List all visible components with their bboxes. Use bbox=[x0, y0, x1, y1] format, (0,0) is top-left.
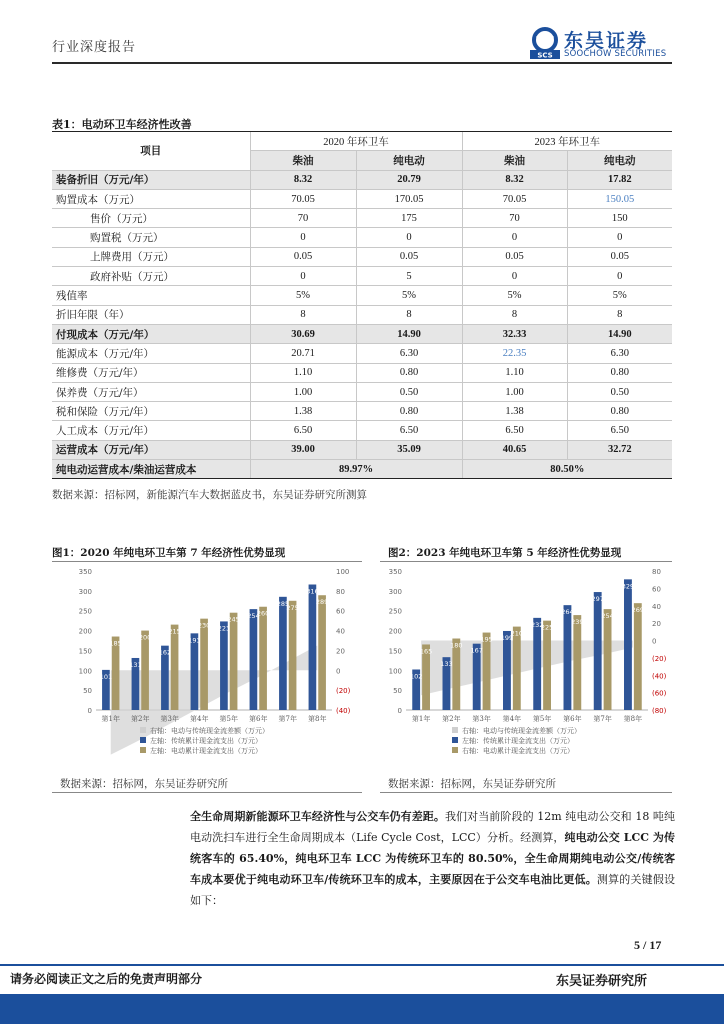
row-value: 1.00 bbox=[462, 382, 567, 401]
row-value: 0.80 bbox=[356, 402, 462, 421]
bar-value-label: 165 bbox=[419, 647, 433, 656]
legend-swatch bbox=[452, 727, 458, 733]
row-value: 0.05 bbox=[462, 247, 567, 266]
bar-value-label: 254 bbox=[601, 612, 614, 621]
sub-header: 纯电动 bbox=[356, 151, 462, 170]
y2-tick-label: 0 bbox=[336, 667, 341, 676]
electric-bar bbox=[230, 613, 238, 710]
row-label: 购置成本（万元） bbox=[52, 189, 250, 208]
x-tick-label: 第5年 bbox=[219, 715, 238, 723]
table-row bbox=[52, 247, 672, 266]
traditional-bar bbox=[191, 633, 199, 710]
legend-label: 左轴：传统累计现金流支出（万元） bbox=[150, 737, 262, 745]
row-value: 70 bbox=[462, 209, 567, 228]
bar-value-label: 180 bbox=[450, 641, 463, 650]
row-value: 6.50 bbox=[462, 421, 567, 440]
table-row bbox=[52, 324, 672, 343]
ratio-row bbox=[52, 460, 672, 479]
bar-value-label: 297 bbox=[591, 595, 604, 604]
row-value: 0.05 bbox=[356, 247, 462, 266]
ratio-label: 纯电动运营成本/柴油运营成本 bbox=[52, 460, 250, 479]
row-value: 0 bbox=[462, 267, 567, 286]
row-label: 税和保险（万元/年） bbox=[52, 402, 250, 421]
y-tick-label: 150 bbox=[388, 647, 402, 656]
electric-bar bbox=[631, 603, 645, 710]
para-text-1: 我们对当前阶段的 12m 纯电动公交和 18 吨纯电动洗扫车进行全生命周期成本（Life Cycle Cost，LCC）分析。经测算， bbox=[190, 810, 675, 844]
table-source: 数据来源：招标网，新能源汽车大数据蓝皮书，东吴证券研究所测算 bbox=[52, 489, 367, 501]
x-tick-label: 第3年 bbox=[472, 715, 491, 723]
table-row bbox=[52, 305, 672, 324]
row-label: 折旧年限（年） bbox=[52, 305, 250, 324]
row-value: 170.05 bbox=[356, 189, 462, 208]
logo-mark-text: SCS bbox=[537, 51, 553, 60]
body-paragraph bbox=[190, 806, 675, 911]
bar-value-label: 264 bbox=[561, 608, 574, 617]
table-row bbox=[52, 402, 672, 421]
row-value: 0 bbox=[462, 228, 567, 247]
row-value: 6.50 bbox=[567, 421, 672, 440]
bar-value-label: 131 bbox=[129, 660, 142, 669]
row-value: 1.00 bbox=[250, 382, 356, 401]
y2-tick-label: 60 bbox=[336, 607, 345, 616]
row-value: 8 bbox=[567, 305, 672, 324]
bar-value-label: 199 bbox=[500, 633, 514, 642]
row-value: 150.05 bbox=[567, 189, 672, 208]
y-tick-label: 300 bbox=[78, 587, 92, 596]
row-value: 35.09 bbox=[356, 440, 462, 459]
bar-value-label: 329 bbox=[621, 582, 635, 591]
row-label: 保养费（万元/年） bbox=[52, 382, 250, 401]
row-value: 0.50 bbox=[356, 382, 462, 401]
table-row bbox=[52, 286, 672, 305]
bar-value-label: 133 bbox=[440, 660, 453, 669]
y-tick-label: 100 bbox=[78, 667, 92, 676]
bar-value-label: 195 bbox=[480, 635, 493, 644]
y-tick-label: 350 bbox=[78, 568, 92, 576]
legend-swatch bbox=[140, 727, 146, 733]
row-label: 售价（万元） bbox=[52, 209, 250, 228]
x-tick-label: 第7年 bbox=[593, 715, 612, 723]
row-value: 5% bbox=[462, 286, 567, 305]
x-tick-label: 第2年 bbox=[442, 715, 461, 723]
figure1-source: 数据来源：招标网，东吴证券研究所 bbox=[60, 778, 228, 790]
bar-value-label: 230 bbox=[197, 621, 211, 630]
row-value: 0 bbox=[356, 228, 462, 247]
figure2-title: 图2：2023 年纯电环卫车第 5 年经济性优势显现 bbox=[388, 547, 622, 559]
table-row bbox=[52, 228, 672, 247]
bar-value-label: 289 bbox=[315, 598, 329, 607]
bar-value-label: 215 bbox=[168, 627, 181, 636]
page-number: 5 / 17 bbox=[634, 938, 662, 952]
row-value: 8.32 bbox=[250, 170, 356, 189]
legend-label: 右轴：电动与传统现金流差额（万元） bbox=[462, 727, 581, 735]
row-value: 0.50 bbox=[567, 382, 672, 401]
row-value: 8 bbox=[462, 305, 567, 324]
y2-tick-label: 40 bbox=[652, 602, 661, 611]
traditional-bar bbox=[276, 597, 290, 710]
figure2-chart bbox=[380, 565, 672, 773]
y-tick-label: 200 bbox=[388, 627, 402, 636]
row-label: 上牌费用（万元） bbox=[52, 247, 250, 266]
bar-value-label: 167 bbox=[470, 646, 483, 655]
x-tick-label: 第1年 bbox=[101, 715, 120, 723]
x-tick-label: 第1年 bbox=[411, 715, 431, 723]
row-value: 5% bbox=[356, 286, 462, 305]
x-tick-label: 第4年 bbox=[502, 715, 522, 723]
table-row bbox=[52, 344, 672, 363]
table-row bbox=[52, 267, 672, 286]
electric-bar bbox=[171, 625, 179, 710]
row-value: 8.32 bbox=[462, 170, 567, 189]
electric-bar bbox=[112, 637, 120, 710]
figure1-title: 图1：2020 年纯电环卫车第 7 年经济性优势显现 bbox=[52, 547, 286, 559]
x-tick-label: 第6年 bbox=[563, 715, 582, 723]
electric-bar bbox=[571, 615, 584, 710]
bar-value-label: 200 bbox=[138, 633, 152, 642]
y-tick-label: 0 bbox=[397, 707, 402, 715]
table-row bbox=[52, 189, 672, 208]
para-text-2: 测算的关键假设如下： bbox=[190, 873, 676, 907]
row-label: 装备折旧（万元/年） bbox=[52, 170, 250, 189]
row-label: 维修费（万元/年） bbox=[52, 363, 250, 382]
y-tick-label: 50 bbox=[83, 687, 92, 696]
footer-institute: 东吴证券研究所 bbox=[556, 974, 648, 989]
y2-tick-label: 20 bbox=[336, 647, 345, 656]
soochow-logo bbox=[528, 26, 678, 62]
x-tick-label: 第2年 bbox=[131, 715, 150, 723]
row-value: 0.80 bbox=[567, 402, 672, 421]
figure1-rule bbox=[52, 561, 362, 562]
legend-swatch bbox=[140, 747, 146, 753]
row-value: 6.50 bbox=[250, 421, 356, 440]
row-label: 残值率 bbox=[52, 286, 250, 305]
group-2020-header: 2020 年环卫车 bbox=[250, 132, 462, 151]
bar-value-label: 101 bbox=[99, 672, 113, 681]
row-value: 39.00 bbox=[250, 440, 356, 459]
y2-tick-label: (60) bbox=[652, 689, 667, 698]
footer-bar bbox=[0, 994, 724, 1024]
y2-tick-label: 40 bbox=[336, 627, 345, 636]
traditional-bar bbox=[250, 609, 258, 710]
row-value: 14.90 bbox=[567, 324, 672, 343]
y-tick-label: 100 bbox=[388, 667, 402, 676]
row-value: 0 bbox=[250, 267, 356, 286]
header-rule bbox=[52, 62, 672, 64]
row-value: 6.30 bbox=[567, 344, 672, 363]
table-row bbox=[52, 363, 672, 382]
row-value: 1.38 bbox=[250, 402, 356, 421]
figure2-bottom-rule bbox=[380, 792, 672, 793]
bar-value-label: 223 bbox=[217, 624, 231, 633]
row-label: 政府补贴（万元） bbox=[52, 267, 250, 286]
y-tick-label: 350 bbox=[388, 568, 402, 576]
bar-value-label: 254 bbox=[247, 612, 260, 621]
row-label: 付现成本（万元/年） bbox=[52, 324, 250, 343]
bar-value-label: 162 bbox=[158, 648, 172, 657]
row-value: 150 bbox=[567, 209, 672, 228]
bar-value-label: 225 bbox=[540, 623, 554, 632]
legend-label: 左轴：传统累计现金流支出（万元） bbox=[462, 737, 574, 745]
table-row bbox=[52, 170, 672, 189]
y2-tick-label: (20) bbox=[336, 687, 351, 696]
electric-bar bbox=[315, 595, 329, 710]
row-value: 14.90 bbox=[356, 324, 462, 343]
logo-en-text: SOOCHOW SECURITIES bbox=[564, 49, 667, 59]
row-label: 人工成本（万元/年） bbox=[52, 421, 250, 440]
bar-value-label: 239 bbox=[571, 618, 584, 627]
bar-value-label: 316 bbox=[306, 587, 319, 596]
row-value: 5% bbox=[250, 286, 356, 305]
row-value: 6.30 bbox=[356, 344, 462, 363]
x-tick-label: 第3年 bbox=[160, 715, 179, 723]
row-value: 1.10 bbox=[250, 363, 356, 382]
y2-tick-label: (80) bbox=[652, 707, 667, 715]
y2-tick-label: 0 bbox=[652, 637, 657, 646]
legend-swatch bbox=[452, 737, 458, 743]
y2-tick-label: 20 bbox=[652, 620, 661, 629]
row-value: 5% bbox=[567, 286, 672, 305]
electric-bar bbox=[604, 609, 612, 710]
row-value: 8 bbox=[356, 305, 462, 324]
row-label: 购置税（万元） bbox=[52, 228, 250, 247]
col-item-header: 项目 bbox=[52, 132, 250, 171]
electric-bar bbox=[540, 621, 554, 710]
para-bold-2: 纯电动公交 LCC 为传统客车的 65.40%，纯电环卫车 LCC 为传统环卫车的 80.50%，全生命周期纯电动公交/传统客车成本要优于纯电动环卫车/传统环卫车的成本，主要原因在于公交车电油比更低。 bbox=[190, 831, 675, 886]
row-value: 70 bbox=[250, 209, 356, 228]
electric-bar bbox=[138, 631, 152, 710]
row-value: 0.80 bbox=[567, 363, 672, 382]
row-value: 175 bbox=[356, 209, 462, 228]
legend-swatch bbox=[140, 737, 146, 743]
table-row bbox=[52, 421, 672, 440]
row-value: 30.69 bbox=[250, 324, 356, 343]
bar-value-label: 269 bbox=[631, 606, 645, 615]
figure2-source: 数据来源：招标网，东吴证券研究所 bbox=[388, 778, 556, 790]
electric-bar bbox=[256, 607, 270, 710]
row-value: 1.10 bbox=[462, 363, 567, 382]
bar-value-label: 275 bbox=[286, 603, 299, 612]
bar-value-label: 245 bbox=[227, 615, 240, 624]
row-value: 0.80 bbox=[356, 363, 462, 382]
electric-bar bbox=[510, 627, 524, 710]
y-tick-label: 250 bbox=[388, 607, 402, 616]
y2-tick-label: 80 bbox=[652, 568, 661, 576]
traditional-bar bbox=[530, 618, 544, 710]
figure1-bottom-rule bbox=[52, 792, 362, 793]
disclaimer-note: 请务必阅读正文之后的免责声明部分 bbox=[10, 972, 203, 986]
ratio-2020: 89.97% bbox=[250, 460, 462, 479]
bar-value-label: 285 bbox=[276, 599, 290, 608]
y-tick-label: 0 bbox=[87, 707, 92, 715]
row-value: 1.38 bbox=[462, 402, 567, 421]
y-tick-label: 50 bbox=[393, 687, 402, 696]
legend-label: 右轴：电动与传统现金流差额（万元） bbox=[150, 727, 269, 735]
logo-cn-text: 东吴证券 bbox=[564, 30, 649, 52]
table-title: 表1：电动环卫车经济性改善 bbox=[52, 118, 192, 131]
sub-header: 纯电动 bbox=[567, 151, 672, 170]
row-value: 0 bbox=[567, 228, 672, 247]
sub-header: 柴油 bbox=[250, 151, 356, 170]
bar-value-label: 102 bbox=[409, 672, 423, 681]
figure1-chart bbox=[52, 565, 362, 773]
para-bold-1: 全生命周期新能源环卫车经济性与公交车仍有差距。 bbox=[190, 810, 445, 823]
y2-tick-label: (40) bbox=[336, 707, 351, 715]
x-tick-label: 第4年 bbox=[190, 715, 209, 723]
row-value: 22.35 bbox=[462, 344, 567, 363]
row-value: 70.05 bbox=[462, 189, 567, 208]
row-value: 0.05 bbox=[567, 247, 672, 266]
row-value: 70.05 bbox=[250, 189, 356, 208]
x-tick-label: 第8年 bbox=[308, 715, 327, 723]
row-value: 32.33 bbox=[462, 324, 567, 343]
row-value: 8 bbox=[250, 305, 356, 324]
row-value: 0 bbox=[567, 267, 672, 286]
table-row bbox=[52, 440, 672, 459]
y2-tick-label: 60 bbox=[652, 585, 661, 594]
y2-tick-label: (40) bbox=[652, 672, 667, 681]
economics-table bbox=[52, 131, 672, 479]
x-tick-label: 第8年 bbox=[623, 715, 643, 723]
x-tick-label: 第5年 bbox=[532, 715, 552, 723]
row-value: 5 bbox=[356, 267, 462, 286]
row-value: 32.72 bbox=[567, 440, 672, 459]
row-value: 20.79 bbox=[356, 170, 462, 189]
row-value: 20.71 bbox=[250, 344, 356, 363]
traditional-bar bbox=[217, 621, 231, 710]
electric-bar bbox=[483, 633, 491, 710]
ratio-2023: 80.50% bbox=[462, 460, 672, 479]
bar-value-label: 185 bbox=[109, 639, 122, 648]
y-tick-label: 250 bbox=[78, 607, 92, 616]
bar-value-label: 210 bbox=[510, 629, 524, 638]
y-tick-label: 300 bbox=[388, 587, 402, 596]
traditional-bar bbox=[594, 592, 602, 710]
traditional-bar bbox=[621, 579, 635, 710]
sub-header: 柴油 bbox=[462, 151, 567, 170]
scs-logo-icon bbox=[528, 26, 562, 60]
row-label: 能源成本（万元/年） bbox=[52, 344, 250, 363]
legend-swatch bbox=[452, 747, 458, 753]
bar-value-label: 232 bbox=[530, 620, 544, 629]
row-value: 6.50 bbox=[356, 421, 462, 440]
figure2-rule bbox=[380, 561, 672, 562]
y-tick-label: 200 bbox=[78, 627, 92, 636]
y2-tick-label: (20) bbox=[652, 654, 667, 663]
row-label: 运营成本（万元/年） bbox=[52, 440, 250, 459]
row-value: 0.05 bbox=[250, 247, 356, 266]
group-2023-header: 2023 年环卫车 bbox=[462, 132, 672, 151]
legend-label: 左轴：电动累计现金流支出（万元） bbox=[150, 747, 262, 755]
y2-tick-label: 100 bbox=[336, 568, 350, 576]
electric-bar bbox=[289, 601, 297, 710]
electric-bar bbox=[197, 619, 211, 710]
row-value: 40.65 bbox=[462, 440, 567, 459]
bar-value-label: 260 bbox=[256, 609, 270, 618]
table-row bbox=[52, 382, 672, 401]
y2-tick-label: 80 bbox=[336, 587, 345, 596]
row-value: 17.82 bbox=[567, 170, 672, 189]
legend-label: 右轴：电动累计现金流支出（万元） bbox=[462, 747, 574, 755]
bar-value-label: 193 bbox=[188, 636, 201, 645]
traditional-bar bbox=[500, 631, 514, 710]
report-type: 行业深度报告 bbox=[52, 40, 137, 55]
y-tick-label: 150 bbox=[78, 647, 92, 656]
x-tick-label: 第7年 bbox=[278, 715, 297, 723]
row-value: 0 bbox=[250, 228, 356, 247]
table-row bbox=[52, 209, 672, 228]
footer-rule bbox=[0, 964, 724, 966]
x-tick-label: 第6年 bbox=[249, 715, 268, 723]
